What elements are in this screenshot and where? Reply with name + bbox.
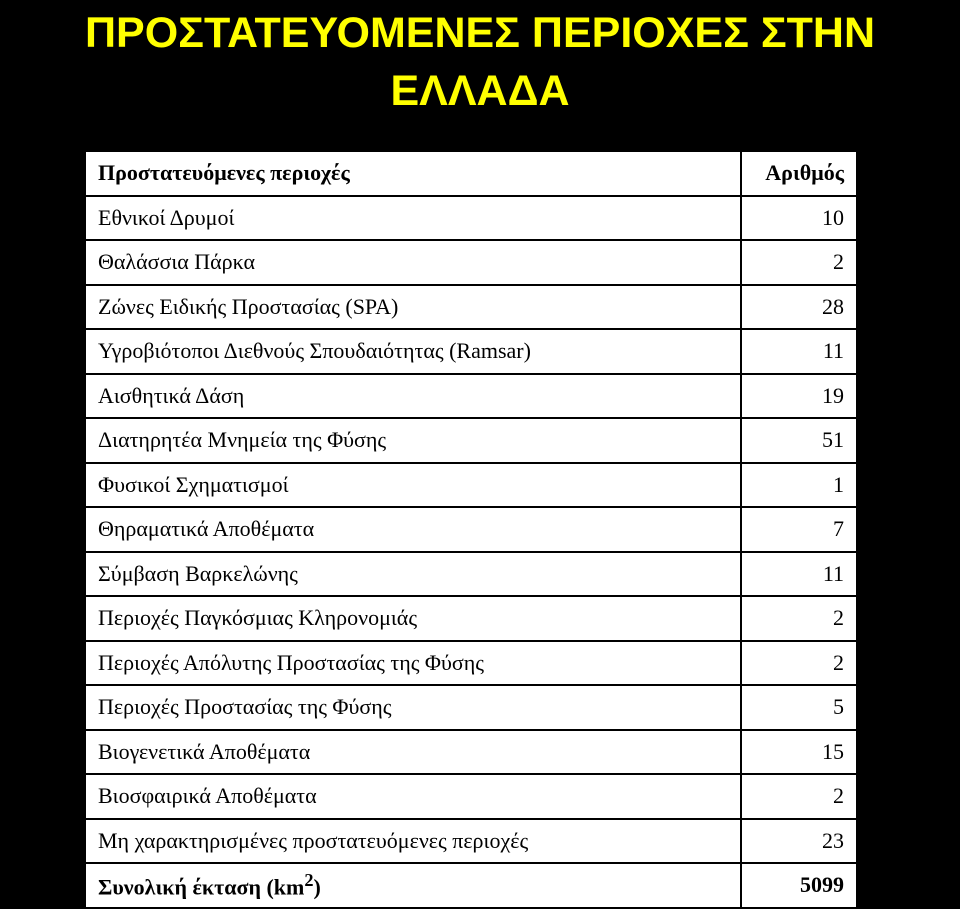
total-name-superscript: 2 xyxy=(304,870,314,891)
row-name: Βιογενετικά Αποθέματα xyxy=(85,730,741,775)
row-name: Βιοσφαιρικά Αποθέματα xyxy=(85,774,741,819)
row-name: Σύμβαση Βαρκελώνης xyxy=(85,552,741,597)
row-value: 28 xyxy=(741,285,857,330)
row-name: Αισθητικά Δάση xyxy=(85,374,741,419)
table-row xyxy=(85,819,857,864)
table-row xyxy=(85,463,857,508)
table-row xyxy=(85,374,857,419)
row-value: 5 xyxy=(741,685,857,730)
row-value: 23 xyxy=(741,819,857,864)
row-name: Διατηρητέα Μνημεία της Φύσης xyxy=(85,418,741,463)
table-row xyxy=(85,596,857,641)
header-value: Αριθμός xyxy=(741,151,857,196)
row-name: Φυσικοί Σχηματισμοί xyxy=(85,463,741,508)
row-value: 2 xyxy=(741,596,857,641)
protected-areas-table-container xyxy=(84,150,858,909)
table-row xyxy=(85,507,857,552)
row-name: Μη χαρακτηρισμένες προστατευόμενες περιοχές xyxy=(85,819,741,864)
header-name: Προστατευόμενες περιοχές xyxy=(85,151,741,196)
row-value: 11 xyxy=(741,552,857,597)
table-row xyxy=(85,329,857,374)
total-name xyxy=(85,863,741,908)
table-row xyxy=(85,418,857,463)
row-name: Εθνικοί Δρυμοί xyxy=(85,196,741,241)
row-value: 10 xyxy=(741,196,857,241)
row-name: Περιοχές Απόλυτης Προστασίας της Φύσης xyxy=(85,641,741,686)
table-total-row xyxy=(85,863,857,908)
table-row xyxy=(85,774,857,819)
table-row xyxy=(85,285,857,330)
table-row xyxy=(85,196,857,241)
row-value: 19 xyxy=(741,374,857,419)
table-row xyxy=(85,685,857,730)
row-value: 15 xyxy=(741,730,857,775)
row-value: 1 xyxy=(741,463,857,508)
row-value: 11 xyxy=(741,329,857,374)
row-name: Υγροβιότοποι Διεθνούς Σπουδαιότητας (Ramsar) xyxy=(85,329,741,374)
total-value: 5099 xyxy=(741,863,857,908)
row-name: Περιοχές Παγκόσμιας Κληρονομιάς xyxy=(85,596,741,641)
row-value: 51 xyxy=(741,418,857,463)
row-value: 2 xyxy=(741,774,857,819)
row-name: Περιοχές Προστασίας της Φύσης xyxy=(85,685,741,730)
row-value: 2 xyxy=(741,641,857,686)
table-row xyxy=(85,552,857,597)
title-line-2: ΕΛΛΑΔΑ xyxy=(390,67,570,115)
table-header-row xyxy=(85,151,857,196)
total-name-prefix: Συνολική έκταση (km xyxy=(98,874,305,900)
row-value: 2 xyxy=(741,240,857,285)
row-name: Θαλάσσια Πάρκα xyxy=(85,240,741,285)
table-row xyxy=(85,730,857,775)
row-name: Θηραματικά Αποθέματα xyxy=(85,507,741,552)
protected-areas-table xyxy=(84,150,858,909)
total-name-suffix: ) xyxy=(313,874,321,900)
page-title xyxy=(0,4,960,120)
title-line-1: ΠΡΟΣΤΑΤΕΥΟΜΕΝΕΣ ΠΕΡΙΟΧΕΣ ΣΤΗΝ xyxy=(84,9,876,57)
row-value: 7 xyxy=(741,507,857,552)
table-row xyxy=(85,240,857,285)
table-row xyxy=(85,641,857,686)
row-name: Ζώνες Ειδικής Προστασίας (SPA) xyxy=(85,285,741,330)
